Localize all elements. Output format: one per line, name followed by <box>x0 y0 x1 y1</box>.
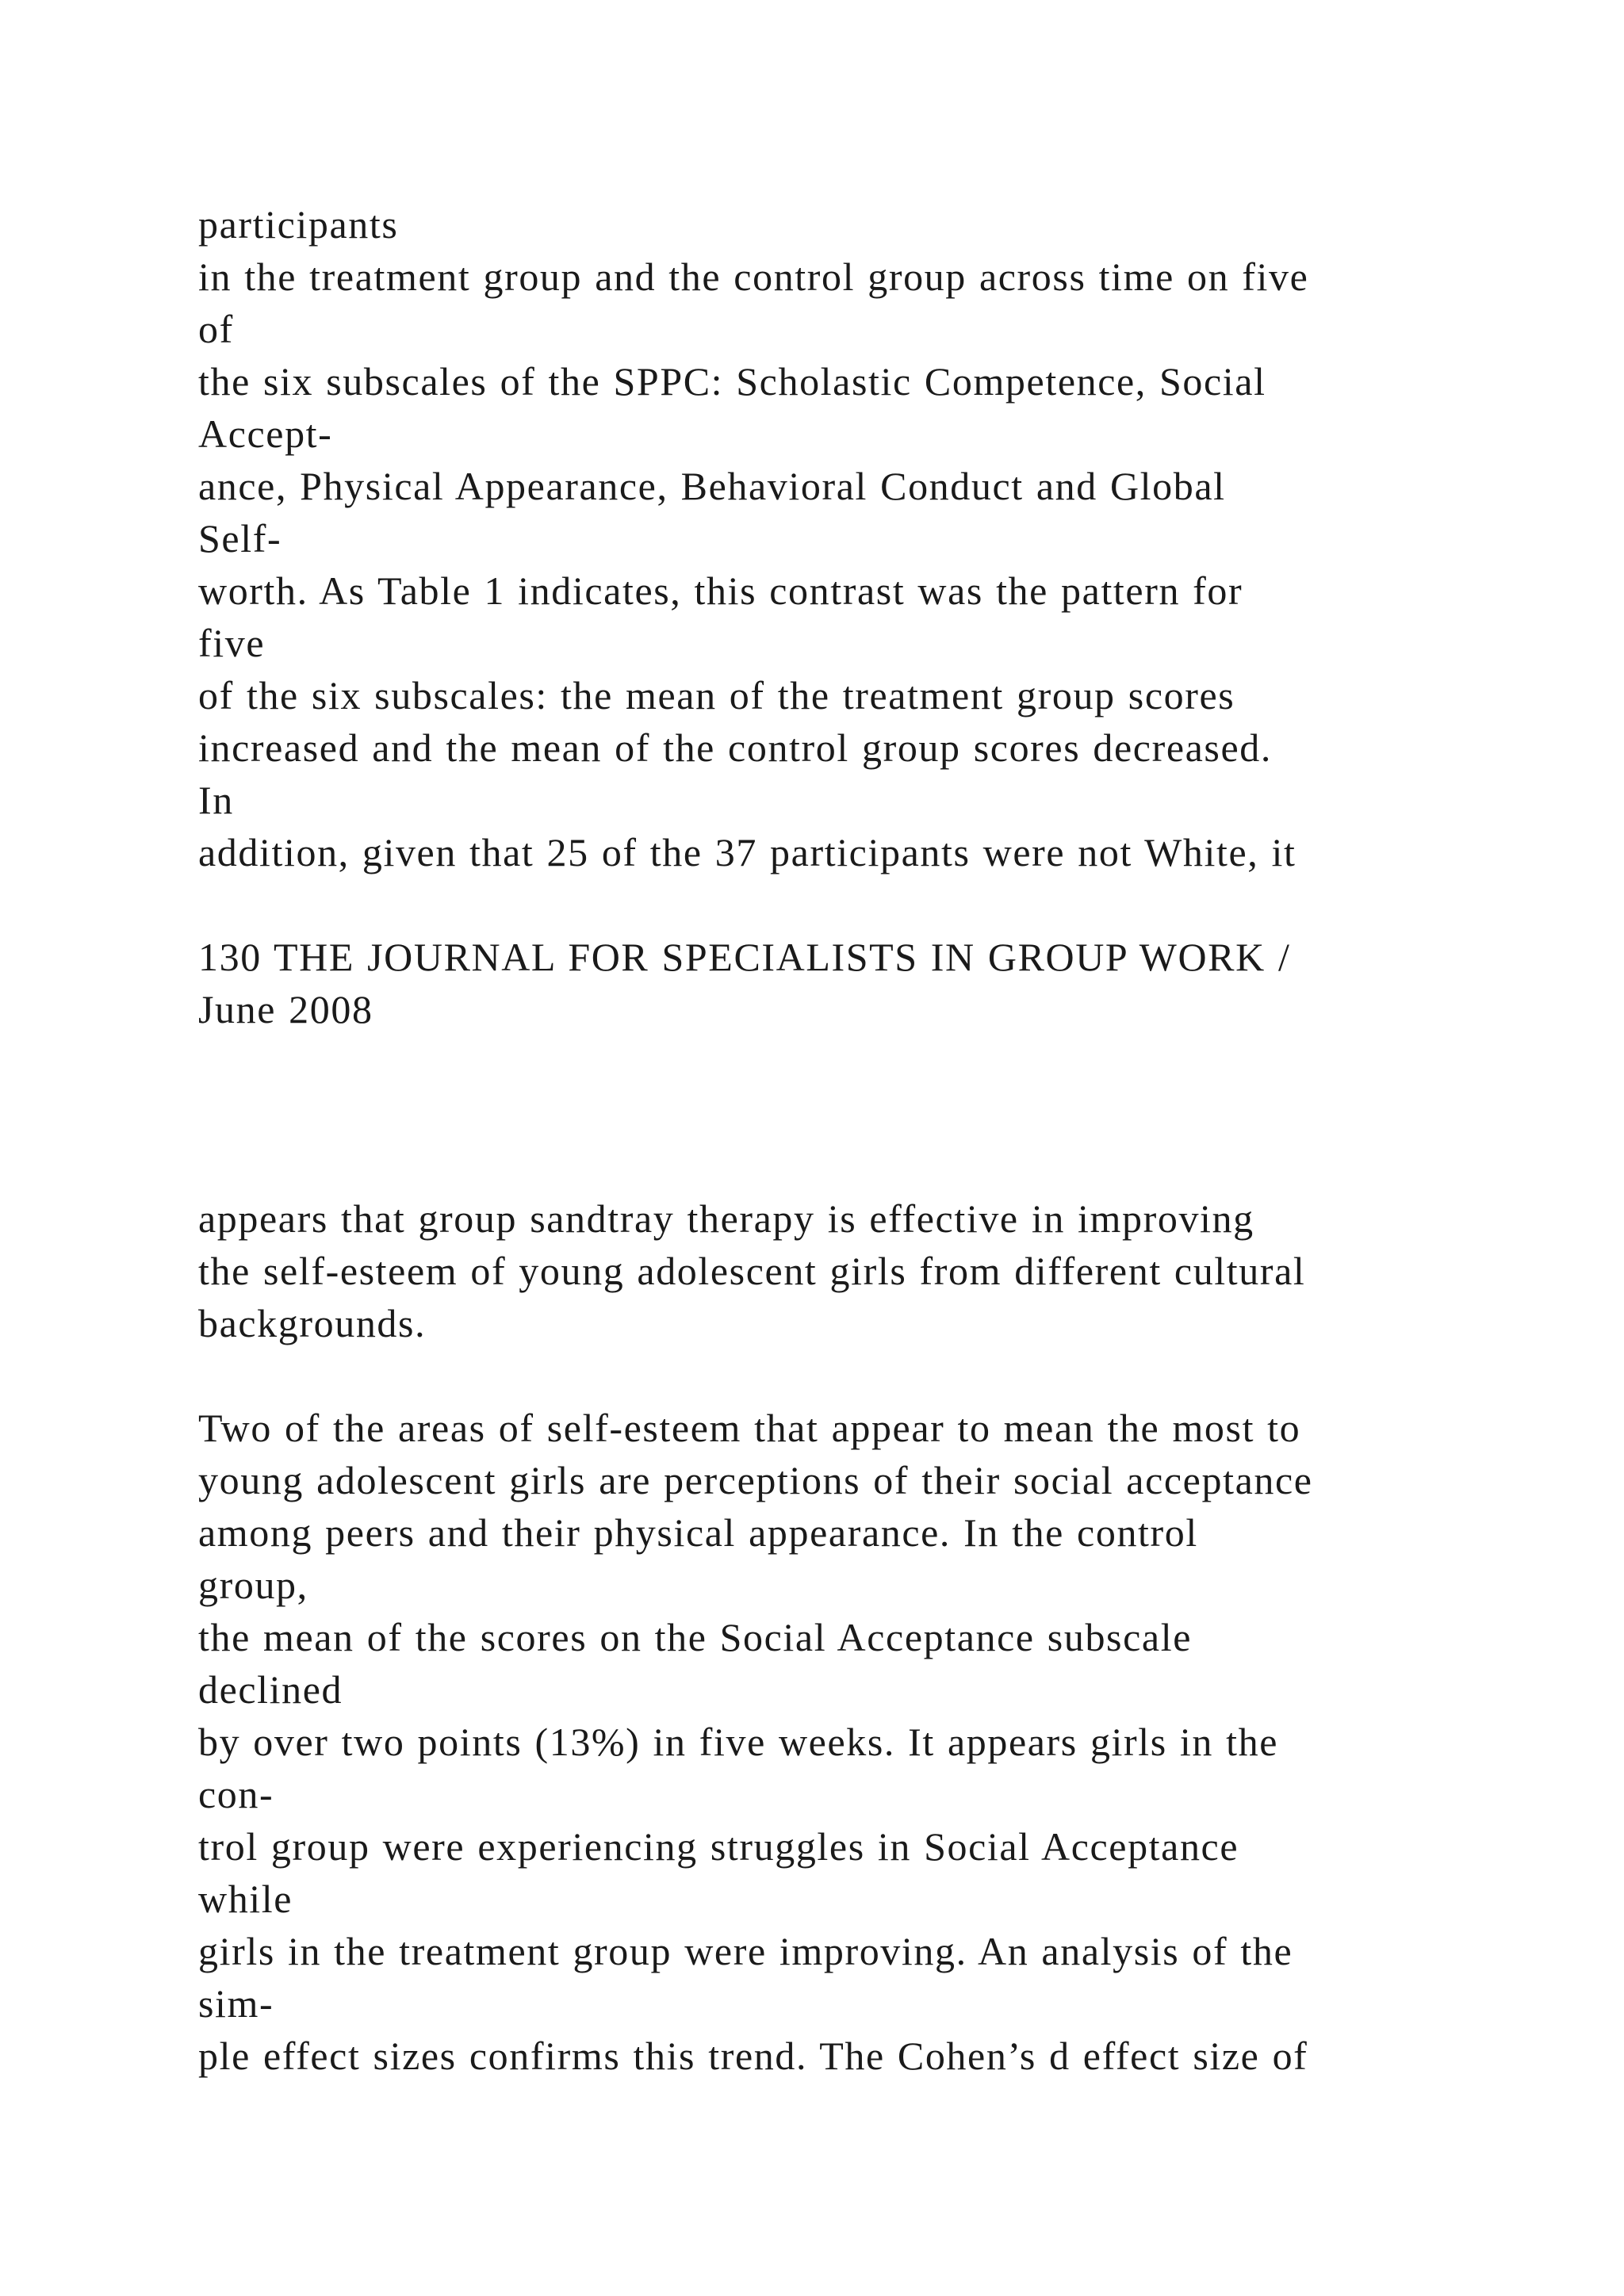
text-line: addition, given that 25 of the 37 participants were not White, it <box>198 830 1297 874</box>
text-line: increased and the mean of the control group scores decreased. <box>198 725 1272 770</box>
text-line: Self- <box>198 516 282 561</box>
text-line: trol group were experiencing struggles in Social Acceptance <box>198 1824 1239 1869</box>
paragraph-results-contrast <box>198 198 1507 878</box>
text-line: while <box>198 1877 293 1921</box>
text-line: ance, Physical Appearance, Behavioral Conduct and Global <box>198 464 1226 508</box>
text-line: of <box>198 307 234 351</box>
footer-date-line: June 2008 <box>198 987 373 1031</box>
text-line: backgrounds. <box>198 1301 427 1345</box>
text-line: declined <box>198 1667 343 1712</box>
text-line: ple effect sizes confirms this trend. The Cohen’s d effect size of <box>198 2034 1308 2078</box>
text-line: In <box>198 778 234 822</box>
text-line: young adolescent girls are perceptions of their social acceptance <box>198 1458 1313 1502</box>
text-line: the six subscales of the SPPC: Scholastic Competence, Social <box>198 359 1266 404</box>
text-line: worth. As Table 1 indicates, this contrast was the pattern for <box>198 568 1243 613</box>
text-line: sim- <box>198 1981 274 2026</box>
paragraph-effectiveness <box>198 1192 1507 1349</box>
text-line: con- <box>198 1772 274 1816</box>
text-line: the mean of the scores on the Social Acceptance subscale <box>198 1615 1192 1659</box>
text-line: group, <box>198 1563 308 1607</box>
text-line: participants <box>198 202 399 247</box>
text-line: of the six subscales: the mean of the treatment group scores <box>198 673 1235 718</box>
text-line: by over two points (13%) in five weeks. It appears girls in the <box>198 1720 1279 1764</box>
footer-journal-line: 130 THE JOURNAL FOR SPECIALISTS IN GROUP WORK / <box>198 935 1291 979</box>
text-line: Accept- <box>198 411 333 456</box>
text-line: in the treatment group and the control group across time on five <box>198 254 1309 299</box>
text-line: five <box>198 621 266 665</box>
text-line: appears that group sandtray therapy is effective in improving <box>198 1196 1254 1241</box>
text-line: the self-esteem of young adolescent girls from different cultural <box>198 1249 1306 1293</box>
text-line: among peers and their physical appearance. In the control <box>198 1510 1198 1555</box>
paragraph-social-acceptance <box>198 1402 1507 2082</box>
text-line: girls in the treatment group were improving. An analysis of the <box>198 1929 1293 1973</box>
text-line: Two of the areas of self-esteem that appear to mean the most to <box>198 1406 1301 1450</box>
running-footer <box>198 931 1507 1035</box>
